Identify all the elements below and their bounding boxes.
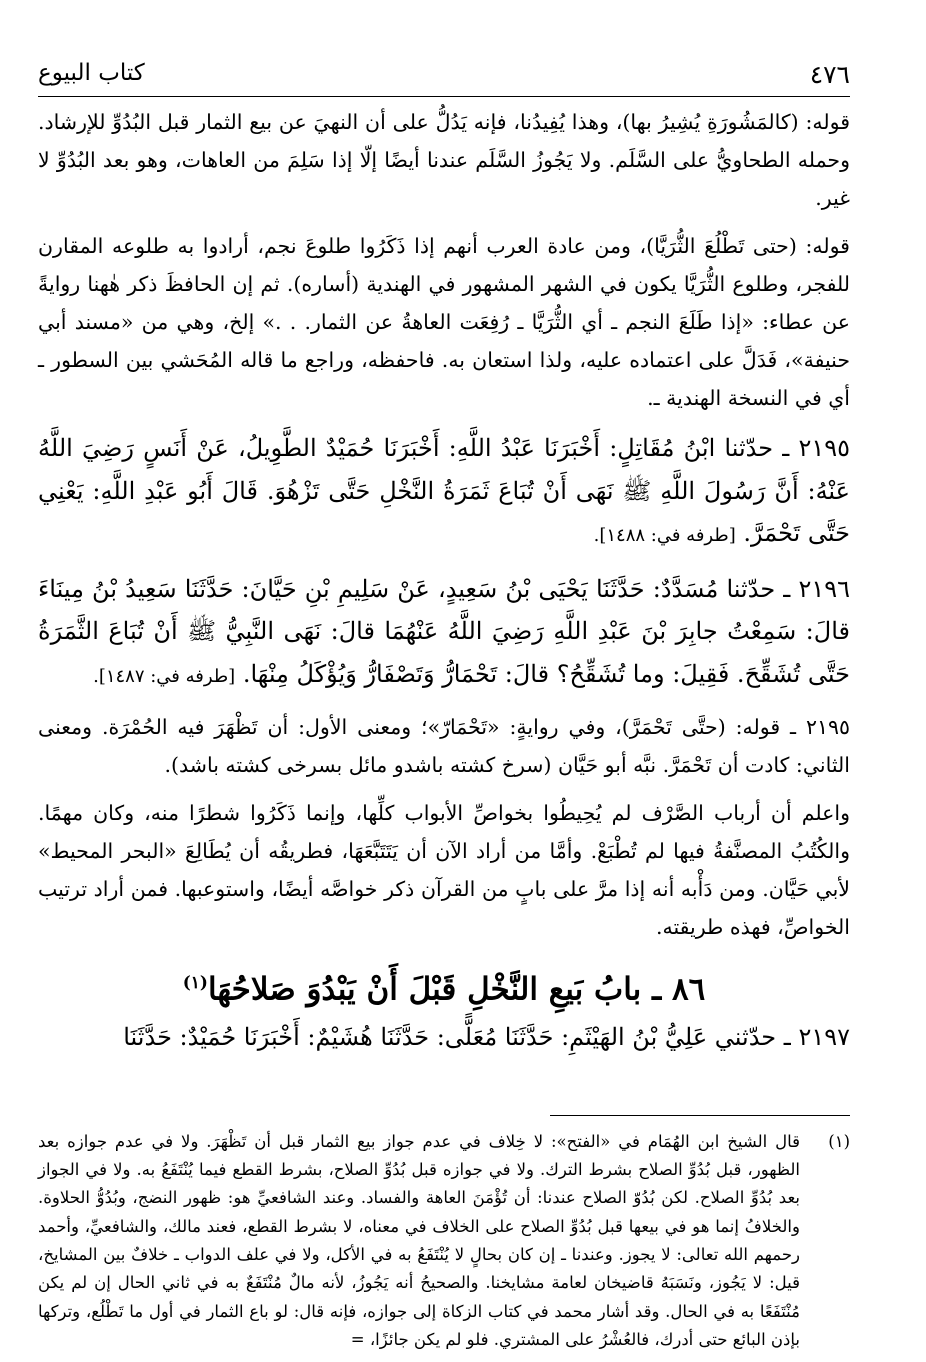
hadith-2195	[38, 427, 850, 558]
hadith-text: ٢١٩٥ ـ حدّثنا ابْنُ مُقَاتِلٍ: أَخْبَرَنَا عَبْدُ اللَّهِ: أَخْبَرَنَا حُمَيْدٌ الطَّوِيلُ، عَنْ أَنَسٍ رَضِيَ اللَّهُ عَنْهُ: أَنَّ رَسُولَ اللَّهِ ﷺ نَهَى أَنْ تُبَاعَ ثَمَرَةُ النَّخْلِ حَتَّى تَزْهُوَ. قَالَ أَبُو عَبْدِ اللَّهِ: يَعْنِي حَتَّى تَحْمَرَّ.	[38, 434, 850, 547]
cross-reference: [طرفه في: ١٤٨٧].	[93, 665, 236, 687]
footnote-marker: (١)	[182, 973, 208, 993]
commentary-paragraph: قوله: (حتى تَطْلُعَ الثُّرَيَّا)، ومن عادة العرب أنهم إذا ذَكَرُوا طلوعَ نجم، أرادوا به طلوعه المقارن للفجر، وطلوع الثُّرَيَّا يكون في الشهر المشهور في الهندية (أساره). ثم إن الحافظَ ذكر هٰهنا روايةً عن عطاء: «إذا طَلَعَ النجم ـ أي الثُّرَيَّا ـ رُفِعَت العاهةُ عن الثمار. . .» إلخ، وهي من «مسند أبي حنيفة»، فَدَلَّ على اعتماده عليه، ولذا استعان به. فاحفظه، وراجع ما قاله المُحَشي بين السطور ـ أي في النسخة الهندية ـ.	[38, 234, 850, 410]
footnote-text: قال الشيخ ابن الهُمَام في «الفتح»: لا خِلاف في عدم جواز بيع الثمار قبل أن تَظْهَرَ. ولا في عدم جوازه بعد الظهور، قبل بُدُوِّ الصلاح بشرط الترك. ولا في جوازه قبل بُدُوِّ الصلاح، بشرط القطع فيما يُنْتَفَعُ به. ولا في الجواز بعد بُدُوِّ الصلاح. لكن بُدُوّ الصلاح عندنا: أن تُؤْمَنَ العاهة والفساد. وعند الشافعيِّ هو: ظهور النضج، وبُدُوُّ الحلاوة. والخلافُ إنما هو في بيعها قبل بُدُوِّ الصلاح على الخلاف في معناه، لا بشرط القطع، فعند مالك، والشافعيِّ، وأحمد رحمهم الله تعالى: لا يجوز. وعندنا ـ إن كان بحالٍ لا يُنْتَفَعُ به في الأكل، ولا في علف الدواب ـ خلافٌ بين المشايخ، قيل: لا يَجُوز، ونَسَبَهُ قاضيخان لعامة مشايخنا. والصحيحُ أنه يَجُوزُ، لأنه مالٌ مُنْتَفَعٌ به في ثاني الحال إن لم يكن مُنْتَفَعًا به في الحال. وقد أشار محمد في كتاب الزكاة إلى جوازه، فإنه قال: لو باع الثمار في أول ما تَطْلُع، وتركها بإذن البائع حتى أدرك، فالعُشْرُ على المشتري. فلو لم يكن جائزًا، =	[38, 1131, 800, 1349]
chapter-title: ٨٦ ـ بابُ بَيعِ النَّخْلِ قَبْلَ أَنْ يَبْدُوَ صَلاحُهَا	[207, 971, 706, 1008]
book-page	[38, 48, 850, 1349]
commentary-paragraph: قوله: (كالمَشُورَةِ يُشِيرُ بها)، وهذا يُفِيدُنا، فإنه يَدُلُّ على أن النهيَ عن بيع الثمار قبل البُدُوِّ للإرشاد. وحمله الطحاويُّ على السَّلَم. ولا يَجُوزُ السَّلَم عندنا أيضًا إلّا إذا سَلِمَ من العاهات، وهو بعد البُدُوِّ لا غير.	[38, 110, 850, 210]
commentary-paragraph: ٢١٩٥ ـ قوله: (حتَّى تَحْمَرَّ)، وفي روايةٍ: «تَحْمَارّ»؛ ومعنى الأول: أن تَظْهَرَ فيه الحُمْرَة. ومعنى الثاني: كادت أن تَحْمَرَّ. نبَّه أبو حَيَّان (سرخ كشته باشدو مائل بسرخى كشته باشد).	[38, 715, 850, 777]
page-header	[38, 48, 850, 97]
chapter-heading	[38, 960, 850, 1012]
hadith-2197: ٢١٩٧ ـ حدّثني عَلِيُّ بْنُ الهَيْثَمِ: حَدَّثَنَا مُعَلًّى: حَدَّثَنَا هُشَيْمٌ: أَخْبَرَنَا حُمَيْدٌ: حَدَّثَنَا	[123, 1023, 850, 1052]
hadith-text: ٢١٩٦ ـ حدّثنا مُسَدَّدٌ: حَدَّثَنَا يَحْيَى بْنُ سَعِيدٍ، عَنْ سَلِيمِ بْنِ حَيَّانَ: حَدَّثَنَا سَعِيدُ بْنُ مِينَاءَ قالَ: سَمِعْتُ جابِرَ بْنَ عَبْدِ اللَّهِ رَضِيَ اللَّهُ عَنْهُمَا قالَ: نَهَى النَّبِيُّ ﷺ أَنْ تُبَاعَ الثَّمَرَةُ حَتَّى تُشَقِّحَ. فَقِيلَ: وما تُشَقِّحُ؟ قالَ: تَحْمَارُّ وَتَصْفَارُّ وَيُؤْكَلُ مِنْهَا.	[38, 574, 850, 688]
commentary-paragraph: واعلم أن أرباب الصَّرْف لم يُحِيطُوا بخواصِّ الأبواب كلِّها، وإنما ذَكَرُوا شطرًا منه، وكان مهمًا. والكُتُبُ المصنَّفةُ فيها لم تُطْبَعْ. وأمَّا من أراد الآن أن يَتَتَبَّعَهَا، فطريقُه أن يُطَالِعَ «البحر المحيط» لأبي حَيَّان. ومن دَأْبه أنه إذا مرَّ على بابٍ من القرآن ذكر خواصَّه أيضًا، واستوعبها. فمن أراد ترتيب الخواصِّ، فهذه طريقته.	[38, 801, 850, 939]
footnote-separator	[550, 1115, 850, 1116]
footnote	[38, 1128, 850, 1354]
page-number: ٤٧٦	[809, 60, 850, 89]
cross-reference: [طرفه في: ١٤٨٨].	[593, 525, 736, 546]
hadith-2196	[38, 568, 850, 699]
running-title: كتاب البيوع	[38, 60, 145, 86]
footnote-number: (١)	[828, 1131, 850, 1151]
